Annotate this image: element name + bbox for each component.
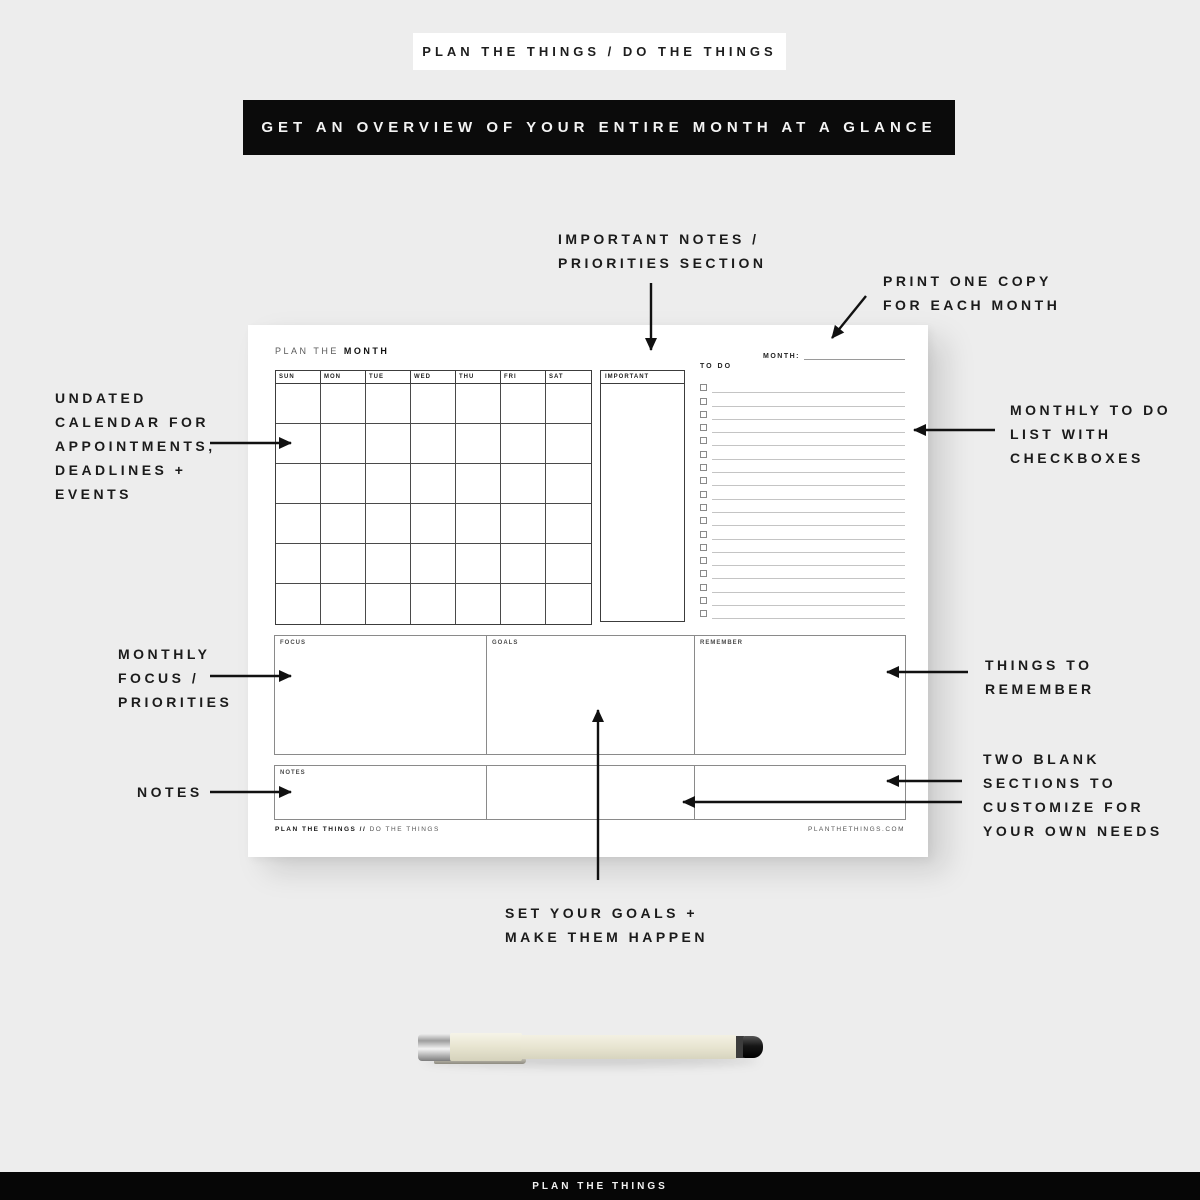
todo-checkbox — [700, 584, 707, 591]
calendar-cell — [366, 384, 411, 424]
todo-row — [700, 593, 905, 606]
todo-blank-line — [712, 591, 905, 593]
pen-cap-end — [418, 1034, 451, 1061]
calendar-cell — [321, 544, 366, 584]
month-blank-line — [804, 349, 905, 360]
goals-section-label: GOALS — [492, 640, 519, 646]
calendar-cell — [501, 464, 546, 504]
brand-banner: PLAN THE THINGS / DO THE THINGS — [413, 33, 786, 70]
calendar-cell — [366, 584, 411, 624]
important-section-label: IMPORTANT — [601, 371, 684, 384]
todo-checkbox — [700, 570, 707, 577]
calendar-cell — [321, 584, 366, 624]
calendar-cell — [411, 464, 456, 504]
planner-footer — [275, 826, 905, 833]
annotation-line: FOR EACH MONTH — [883, 297, 1061, 313]
todo-checkbox — [700, 610, 707, 617]
calendar-day-header: TUE — [366, 371, 411, 383]
calendar-cell — [456, 584, 501, 624]
todo-checkbox — [700, 437, 707, 444]
annotation-line: SECTIONS TO — [983, 775, 1117, 791]
todo-checkbox — [700, 531, 707, 538]
pen-cap — [450, 1033, 522, 1061]
annotation-line: EVENTS — [55, 486, 133, 502]
todo-row — [700, 553, 905, 566]
calendar-cell — [411, 384, 456, 424]
todo-blank-line — [712, 405, 905, 407]
calendar-cell — [366, 464, 411, 504]
planner-footer-tagline: DO THE THINGS — [369, 826, 440, 833]
annotation-line: IMPORTANT NOTES / — [558, 231, 760, 247]
month-field — [763, 349, 905, 360]
todo-blank-line — [712, 604, 905, 606]
calendar-cell — [546, 384, 591, 424]
todo-blank-line — [712, 458, 905, 460]
calendar-cell — [276, 464, 321, 504]
calendar-cell — [411, 424, 456, 464]
planner-title-light: PLAN THE — [275, 346, 339, 356]
todo-row — [700, 433, 905, 446]
todo-checkbox — [700, 504, 707, 511]
calendar-day-header: WED — [411, 371, 456, 383]
planner-footer-left — [275, 826, 440, 833]
calendar-cell — [456, 504, 501, 544]
annotation-line: YOUR OWN NEEDS — [983, 823, 1163, 839]
calendar-cell — [501, 544, 546, 584]
calendar-cell — [456, 384, 501, 424]
notes-section-label: NOTES — [280, 770, 306, 776]
todo-list — [700, 380, 905, 619]
todo-blank-line — [712, 418, 905, 420]
todo-blank-line — [712, 511, 905, 513]
calendar-day-header: SAT — [549, 374, 564, 380]
goals-section — [486, 635, 695, 755]
todo-row — [700, 579, 905, 592]
annotation-line: FOCUS / — [118, 670, 200, 686]
todo-blank-line — [712, 391, 905, 393]
pen-tip — [743, 1036, 763, 1058]
todo-checkbox — [700, 597, 707, 604]
focus-section — [274, 635, 487, 755]
calendar-cells — [276, 384, 591, 624]
calendar-cell — [501, 424, 546, 464]
annotation-line: SET YOUR GOALS + — [505, 905, 699, 921]
calendar-cell — [321, 384, 366, 424]
todo-checkbox — [700, 491, 707, 498]
notes-row — [274, 765, 906, 820]
todo-row — [700, 393, 905, 406]
annotation-blank-sections — [983, 747, 1163, 843]
todo-checkbox — [700, 398, 707, 405]
annotation-line: MONTHLY TO DO — [1010, 402, 1172, 418]
annotation-line: REMEMBER — [985, 681, 1095, 697]
calendar-cell — [456, 464, 501, 504]
calendar-day-header: FRI — [501, 371, 546, 383]
month-label: MONTH: — [763, 353, 800, 360]
planner-title-bold: MONTH — [343, 346, 390, 356]
remember-section — [694, 635, 906, 755]
todo-checkbox — [700, 544, 707, 551]
calendar-cell — [366, 424, 411, 464]
calendar-cell — [366, 544, 411, 584]
todo-blank-line — [712, 498, 905, 500]
calendar-cell — [321, 504, 366, 544]
annotation-line: MONTHLY — [118, 646, 211, 662]
todo-blank-line — [712, 484, 905, 486]
annotation-undated-calendar — [55, 386, 216, 506]
calendar-cell — [501, 384, 546, 424]
todo-checkbox — [700, 517, 707, 524]
calendar-cell — [276, 544, 321, 584]
calendar-day-header: MON — [321, 371, 366, 383]
annotation-line: PRIORITIES — [118, 694, 233, 710]
annotation-print-copy — [883, 269, 1060, 317]
annotation-line: MAKE THEM HAPPEN — [505, 929, 709, 945]
calendar-cell — [276, 424, 321, 464]
important-section — [600, 370, 685, 622]
todo-checkbox — [700, 477, 707, 484]
calendar-cell — [456, 424, 501, 464]
annotation-line: CALENDAR FOR — [55, 414, 209, 430]
annotation-line: CUSTOMIZE FOR — [983, 799, 1145, 815]
todo-label: TO DO — [700, 363, 733, 370]
planner-footer-brand: PLAN THE THINGS // — [275, 826, 367, 833]
todo-blank-line — [712, 564, 905, 566]
calendar-day-headers — [276, 371, 591, 384]
headline-banner: GET AN OVERVIEW OF YOUR ENTIRE MONTH AT A GLANCE — [243, 100, 955, 155]
todo-row — [700, 407, 905, 420]
blank-section-2 — [694, 765, 906, 820]
calendar-cell — [546, 584, 591, 624]
pen-barrel — [521, 1035, 737, 1059]
blank-section-1 — [486, 765, 695, 820]
calendar-cell — [321, 464, 366, 504]
todo-checkbox — [700, 557, 707, 564]
todo-row — [700, 566, 905, 579]
todo-row — [700, 540, 905, 553]
calendar-cell — [501, 584, 546, 624]
calendar-cell — [546, 504, 591, 544]
annotation-line: LIST WITH — [1010, 426, 1112, 442]
annotation-line: PRIORITIES SECTION — [558, 255, 767, 271]
calendar-cell — [501, 504, 546, 544]
annotation-line: THINGS TO — [985, 657, 1093, 673]
todo-checkbox — [700, 424, 707, 431]
todo-blank-line — [712, 577, 905, 579]
annotation-line: TWO BLANK — [983, 751, 1101, 767]
annotation-things-remember — [985, 653, 1095, 701]
calendar-grid — [275, 370, 592, 625]
calendar-cell — [276, 584, 321, 624]
todo-blank-line — [712, 538, 905, 540]
calendar-cell — [276, 504, 321, 544]
remember-section-label: REMEMBER — [700, 640, 744, 646]
todo-blank-line — [712, 617, 905, 619]
calendar-cell — [546, 424, 591, 464]
todo-row — [700, 500, 905, 513]
calendar-cell — [411, 504, 456, 544]
calendar-day-header: SUN — [276, 371, 321, 383]
calendar-cell — [321, 424, 366, 464]
todo-checkbox — [700, 384, 707, 391]
todo-row — [700, 526, 905, 539]
todo-blank-line — [712, 524, 905, 526]
todo-row — [700, 460, 905, 473]
notes-section — [274, 765, 487, 820]
calendar-cell — [546, 464, 591, 504]
annotation-line: PRINT ONE COPY — [883, 273, 1052, 289]
calendar-day-header: THU — [456, 371, 501, 383]
calendar-cell — [456, 544, 501, 584]
focus-section-label: FOCUS — [280, 640, 306, 646]
planner-page — [248, 325, 928, 857]
todo-row — [700, 486, 905, 499]
planner-footer-url: PLANTHETHINGS.COM — [807, 826, 905, 833]
calendar-cell — [411, 584, 456, 624]
todo-blank-line — [712, 471, 905, 473]
bottom-brand-bar: PLAN THE THINGS — [0, 1172, 1200, 1200]
todo-row — [700, 473, 905, 486]
todo-row — [700, 420, 905, 433]
todo-blank-line — [712, 444, 905, 446]
calendar-cell — [276, 384, 321, 424]
todo-row — [700, 380, 905, 393]
calendar-cell — [546, 544, 591, 584]
annotation-line: APPOINTMENTS, — [55, 438, 216, 454]
annotation-line: UNDATED — [55, 390, 147, 406]
focus-goals-remember-row — [274, 635, 906, 755]
annotation-line: DEADLINES + — [55, 462, 187, 478]
annotation-line: NOTES — [137, 784, 203, 800]
todo-checkbox — [700, 451, 707, 458]
calendar-cell — [411, 544, 456, 584]
pen-photo — [418, 1028, 764, 1072]
annotation-important-notes — [558, 227, 766, 275]
annotation-monthly-focus — [118, 642, 232, 714]
calendar-cell — [366, 504, 411, 544]
planner-title — [275, 346, 389, 356]
todo-blank-line — [712, 431, 905, 433]
todo-row — [700, 606, 905, 619]
todo-checkbox — [700, 411, 707, 418]
annotation-line: CHECKBOXES — [1010, 450, 1144, 466]
todo-row — [700, 446, 905, 459]
annotation-monthly-todo — [1010, 398, 1171, 470]
annotation-set-goals — [505, 901, 708, 949]
todo-row — [700, 513, 905, 526]
todo-blank-line — [712, 551, 905, 553]
todo-checkbox — [700, 464, 707, 471]
annotation-notes — [137, 780, 203, 804]
